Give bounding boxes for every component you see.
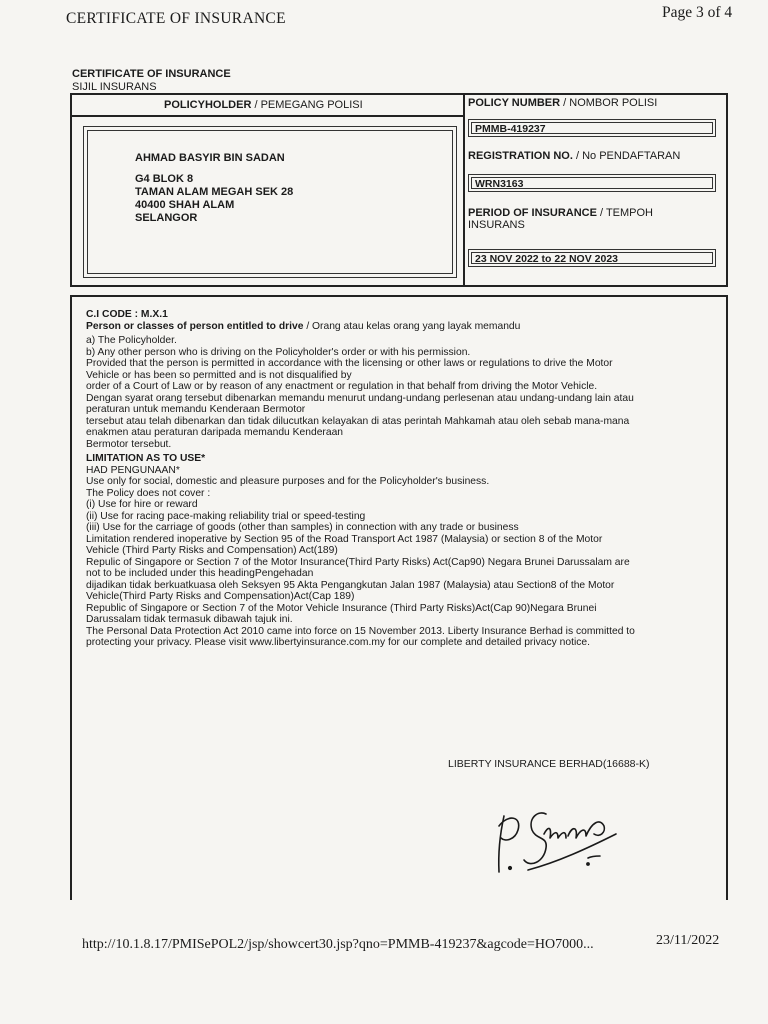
registration-field bbox=[468, 174, 716, 192]
terms-line: protecting your privacy. Please visit www.libertyinsurance.com.my for our complete and detailed privacy notice. bbox=[86, 637, 591, 648]
terms-line: Republic of Singapore or Section 7 of the Motor Vehicle Insurance (Third Party Risks)Act(Cap 90)Negara Brunei bbox=[86, 602, 597, 614]
certificate-title: CERTIFICATE OF INSURANCE bbox=[72, 68, 231, 80]
policyholder-name: AHMAD BASYIR BIN SADAN bbox=[135, 152, 285, 164]
terms-line: peraturan untuk memandu Kenderaan Bermotor bbox=[86, 404, 306, 415]
terms-line: a) The Policyholder. bbox=[86, 335, 177, 346]
registration-value: WRN3163 bbox=[471, 177, 713, 189]
terms-line: dijadikan tidak berkuatkuasa oleh Seksyen 95 Akta Pengangkutan Jalan 1987 (Malaysia) atau Section8 of the Motor bbox=[86, 579, 615, 591]
terms-line: order of a Court of Law or by reason of any enactment or regulation in that behalf from driving the Motor Vehicle. bbox=[86, 381, 598, 392]
insurer-name: LIBERTY INSURANCE BERHAD(16688-K) bbox=[448, 758, 650, 770]
ci-code: C.I CODE : M.X.1 bbox=[86, 309, 168, 320]
terms-line: Bermotor tersebut. bbox=[86, 438, 172, 450]
policyholder-label-ms: PEMEGANG POLISI bbox=[260, 99, 363, 111]
terms-line: (ii) Use for racing pace-making reliability trial or speed-testing bbox=[86, 510, 366, 522]
terms-line: Repulic of Singapore or Section 7 of the Motor Insurance(Third Party Risks) Act(Cap90) Negara Brunei Darussalam are bbox=[86, 556, 630, 568]
address-line: SELANGOR bbox=[135, 212, 198, 224]
limitation-heading: LIMITATION AS TO USE* bbox=[86, 453, 206, 464]
label-separator: / bbox=[251, 99, 261, 111]
terms-line: Vehicle (Third Party Risks and Compensation) Act(189) bbox=[86, 545, 338, 556]
limitation-terms bbox=[86, 476, 726, 649]
policy-number-field bbox=[468, 119, 716, 137]
column-divider bbox=[463, 95, 465, 285]
terms-line: Limitation rendered inoperative by Section 95 of the Road Transport Act 1987 (Malaysia) or section 8 of the Motor bbox=[86, 533, 603, 545]
policy-number-label: POLICY NUMBER / NOMBOR POLISI bbox=[468, 97, 658, 109]
terms-line: Dengan syarat orang tersebut dibenarkan memandu menurut undang-undang perlesenan atau undang-undang lain atau bbox=[86, 392, 634, 404]
certificate-subtitle: SIJIL INSURANS bbox=[72, 81, 157, 93]
policy-details-box bbox=[70, 93, 728, 287]
coverage-terms-text bbox=[86, 309, 726, 649]
terms-line: Vehicle or has been so permitted and is not disqualified by bbox=[86, 369, 352, 381]
registration-label: REGISTRATION NO. / No PENDAFTARAN bbox=[468, 150, 681, 162]
address-line: 40400 SHAH ALAM bbox=[135, 199, 235, 211]
policy-number-value: PMMB-419237 bbox=[471, 122, 713, 134]
terms-line: b) Any other person who is driving on the Policyholder's order or with his permission. bbox=[86, 346, 471, 358]
document-header-title: CERTIFICATE OF INSURANCE bbox=[66, 10, 286, 27]
page-indicator: Page 3 of 4 bbox=[662, 4, 733, 21]
period-label: PERIOD OF INSURANCE / TEMPOH INSURANS bbox=[468, 207, 653, 231]
limitation-heading-ms: HAD PENGUNAAN* bbox=[86, 464, 180, 476]
terms-line: The Personal Data Protection Act 2010 came into force on 15 November 2013. Liberty Insurance Berhad is committed to bbox=[86, 625, 635, 637]
address-line: G4 BLOK 8 bbox=[135, 173, 194, 185]
footer-date: 23/11/2022 bbox=[656, 933, 720, 948]
policyholder-address-block bbox=[135, 152, 293, 225]
terms-line: (i) Use for hire or reward bbox=[86, 499, 198, 510]
policyholder-label-en: POLICYHOLDER bbox=[164, 99, 252, 111]
terms-line: Darussalam tidak termasuk dibawah tajuk ini. bbox=[86, 614, 293, 625]
period-field bbox=[468, 249, 716, 267]
terms-line: (iii) Use for the carriage of goods (other than samples) in connection with any trade or business bbox=[86, 522, 519, 533]
terms-line: The Policy does not cover : bbox=[86, 487, 211, 499]
terms-line: enakmen atau peraturan daripada memandu Kenderaan bbox=[86, 427, 344, 438]
policyholder-heading bbox=[164, 99, 363, 111]
terms-line: Vehicle(Third Party Risks and Compensation)Act(Cap 189) bbox=[86, 591, 355, 602]
entitled-heading: Person or classes of person entitled to drive / Orang atau kelas orang yang layak memandu bbox=[86, 320, 521, 332]
address-line: TAMAN ALAM MEGAH SEK 28 bbox=[135, 186, 294, 198]
footer-url: http://10.1.8.17/PMISePOL2/jsp/showcert30.jsp?qno=PMMB-419237&agcode=HO7000... bbox=[82, 937, 594, 952]
terms-line: tersebut atau telah dibenarkan dan tidak dilucutkan kelayakan di atas perintah Mahkamah atau oleh sebab mana-mana bbox=[86, 415, 630, 427]
header-divider bbox=[72, 115, 463, 117]
terms-line: Use only for social, domestic and pleasure purposes and for the Policyholder's business. bbox=[86, 476, 490, 487]
period-value: 23 NOV 2022 to 22 NOV 2023 bbox=[471, 252, 713, 264]
terms-line: Provided that the person is permitted in accordance with the licensing or other laws or regulations to drive the Motor bbox=[86, 358, 613, 369]
entitled-terms bbox=[86, 335, 726, 450]
signature-image bbox=[488, 804, 623, 884]
terms-line: not to be included under this headingPengehadan bbox=[86, 568, 314, 579]
